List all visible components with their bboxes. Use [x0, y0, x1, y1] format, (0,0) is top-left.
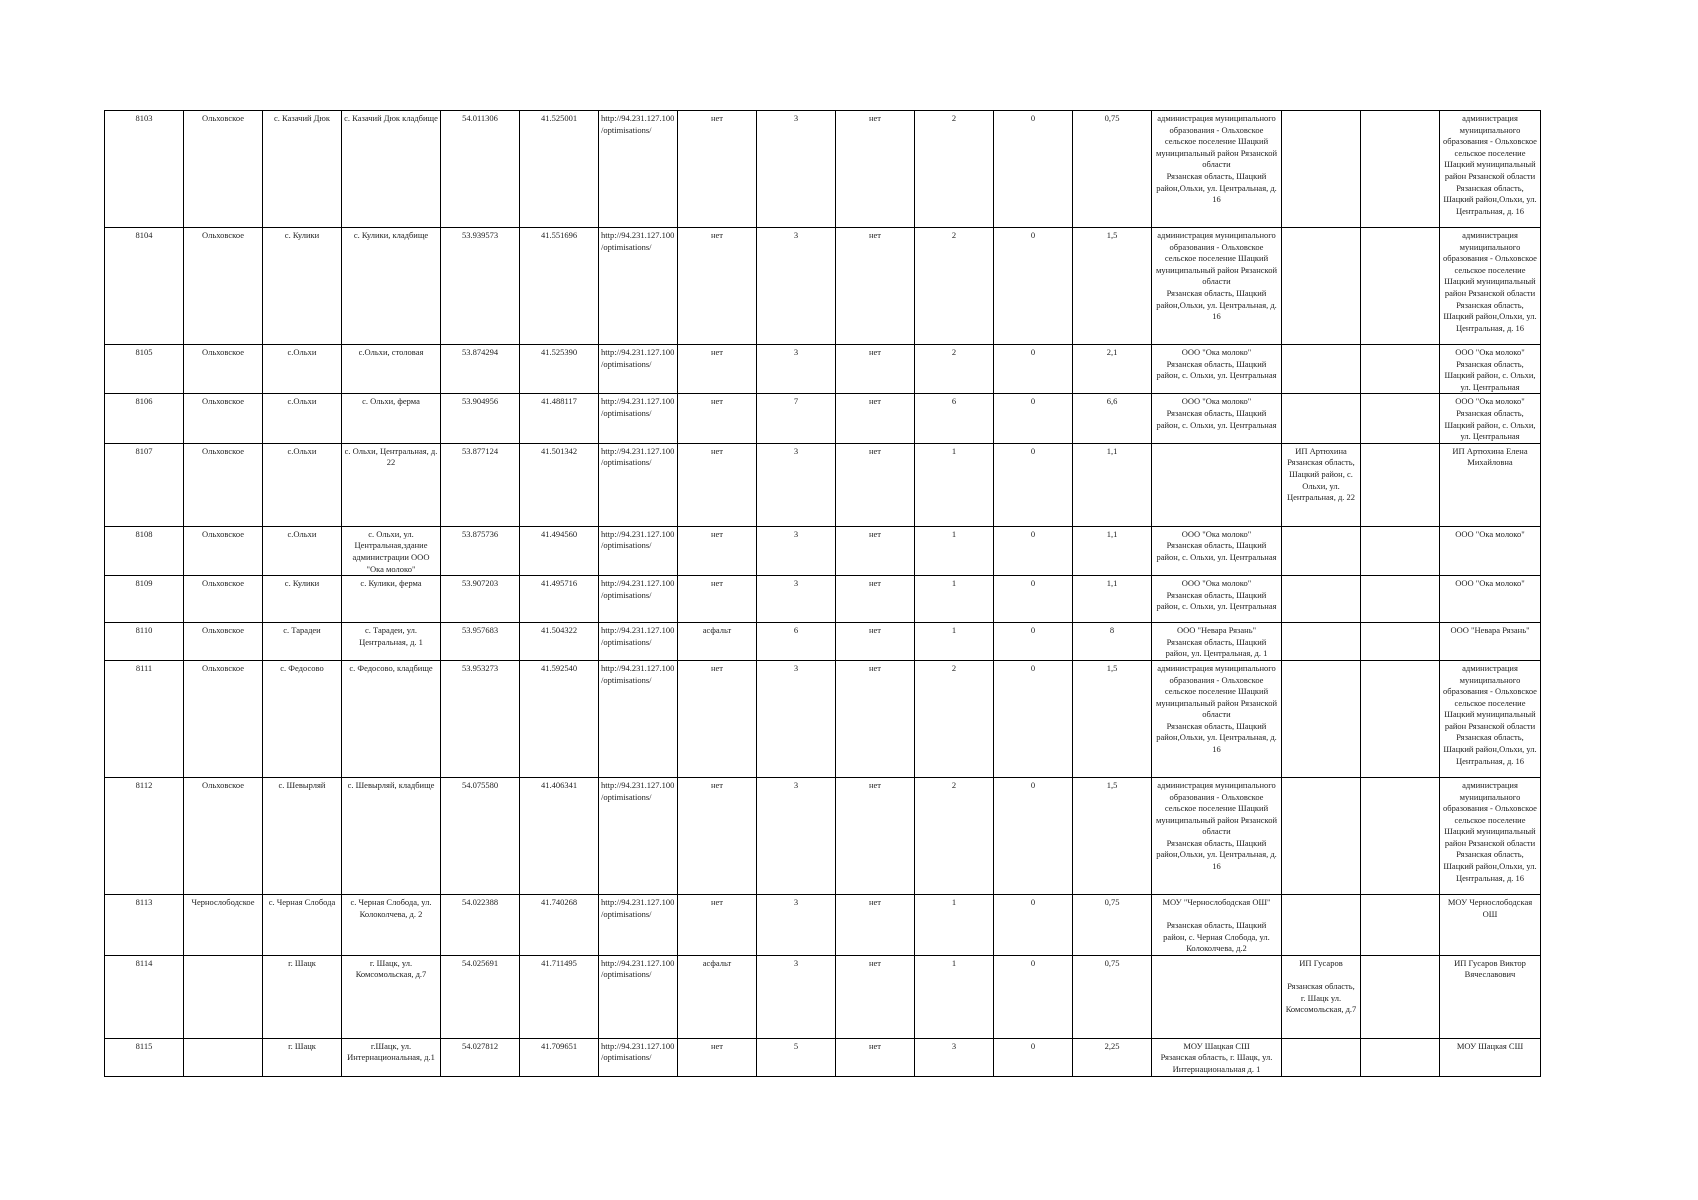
id-cell: 8108 [105, 526, 184, 575]
count-2-cell: 0 [994, 111, 1073, 228]
shed-cell: нет [836, 623, 915, 661]
shed-cell: нет [836, 394, 915, 443]
containers-cell: 7 [757, 394, 836, 443]
id-cell: 8109 [105, 576, 184, 623]
address-cell: с. Кулики, ферма [342, 576, 441, 623]
count-1-cell: 2 [915, 228, 994, 345]
count-2-cell: 0 [994, 394, 1073, 443]
count-1-cell: 6 [915, 394, 994, 443]
surface-cell: нет [678, 576, 757, 623]
blank-cell [1361, 443, 1440, 526]
address-cell: с. Черная Слобода, ул. Колоколчева, д. 2 [342, 894, 441, 955]
id-cell: 8104 [105, 228, 184, 345]
table-row [105, 228, 1541, 345]
address-cell: с. Ольхи, Центральная, д. 22 [342, 443, 441, 526]
count-2-cell: 0 [994, 345, 1073, 394]
locality-cell: с. Федосово [263, 660, 342, 777]
blank-cell [1361, 1038, 1440, 1076]
owner-ip-cell [1282, 777, 1361, 894]
source-cell: администрация муниципального образования - Ольховское сельское поселение Шацкий муниципальный район Рязанской области Рязанская область, Шацкий район,Ольхи, ул. Центральная, д. 16 [1440, 228, 1541, 345]
surface-cell: нет [678, 345, 757, 394]
volume-cell: 1,1 [1073, 576, 1152, 623]
owner-org-cell: администрация муниципального образования - Ольховское сельское поселение Шацкий муниципальный район Рязанской области Рязанская область, Шацкий район,Ольхи, ул. Центральная, д. 16 [1152, 111, 1282, 228]
owner-org-cell: администрация муниципального образования - Ольховское сельское поселение Шацкий муниципальный район Рязанской области Рязанская область, Шацкий район,Ольхи, ул. Центральная, д. 16 [1152, 660, 1282, 777]
id-cell: 8112 [105, 777, 184, 894]
url-cell: http://94.231.127.100/optimisations/ [599, 345, 678, 394]
source-cell: администрация муниципального образования - Ольховское сельское поселение Шацкий муниципальный район Рязанской области Рязанская область, Шацкий район,Ольхи, ул. Центральная, д. 16 [1440, 777, 1541, 894]
blank-cell [1361, 777, 1440, 894]
owner-org-cell [1152, 955, 1282, 1038]
owner-ip-cell [1282, 1038, 1361, 1076]
settlement-cell: Ольховское [184, 111, 263, 228]
table-row [105, 526, 1541, 575]
longitude-cell: 41.406341 [520, 777, 599, 894]
locality-cell: г. Шацк [263, 955, 342, 1038]
containers-cell: 3 [757, 443, 836, 526]
id-cell: 8111 [105, 660, 184, 777]
address-cell: с. Кулики, кладбище [342, 228, 441, 345]
url-cell: http://94.231.127.100/optimisations/ [599, 443, 678, 526]
source-cell: МОУ Чернослободская ОШ [1440, 894, 1541, 955]
url-cell: http://94.231.127.100/optimisations/ [599, 1038, 678, 1076]
longitude-cell: 41.494560 [520, 526, 599, 575]
id-cell: 8103 [105, 111, 184, 228]
count-2-cell: 0 [994, 443, 1073, 526]
containers-cell: 3 [757, 576, 836, 623]
longitude-cell: 41.525001 [520, 111, 599, 228]
latitude-cell: 53.875736 [441, 526, 520, 575]
table-row [105, 394, 1541, 443]
count-1-cell: 2 [915, 660, 994, 777]
owner-org-cell: администрация муниципального образования - Ольховское сельское поселение Шацкий муниципальный район Рязанской области Рязанская область, Шацкий район,Ольхи, ул. Центральная, д. 16 [1152, 228, 1282, 345]
owner-ip-cell [1282, 345, 1361, 394]
owner-org-cell: МОУ "Чернослободская ОШ" Рязанская область, Шацкий район, с. Черная Слобода, ул. Колоколчева, д.2 [1152, 894, 1282, 955]
count-1-cell: 2 [915, 345, 994, 394]
table-row [105, 894, 1541, 955]
source-cell: ООО "Ока молоко" [1440, 576, 1541, 623]
count-2-cell: 0 [994, 623, 1073, 661]
locality-cell: с. Тарадеи [263, 623, 342, 661]
shed-cell: нет [836, 955, 915, 1038]
table-row [105, 1038, 1541, 1076]
owner-ip-cell: ИП Гусаров Рязанская область, г. Шацк ул. Комсомольская, д.7 [1282, 955, 1361, 1038]
latitude-cell: 54.025691 [441, 955, 520, 1038]
count-1-cell: 1 [915, 894, 994, 955]
source-cell: ООО "Ока молоко" Рязанская область, Шацкий район, с. Ольхи, ул. Центральная [1440, 394, 1541, 443]
latitude-cell: 53.877124 [441, 443, 520, 526]
owner-org-cell [1152, 443, 1282, 526]
blank-cell [1361, 955, 1440, 1038]
containers-cell: 3 [757, 777, 836, 894]
count-2-cell: 0 [994, 894, 1073, 955]
settlement-cell [184, 955, 263, 1038]
id-cell: 8107 [105, 443, 184, 526]
table-body [105, 111, 1541, 1077]
longitude-cell: 41.488117 [520, 394, 599, 443]
blank-cell [1361, 228, 1440, 345]
blank-cell [1361, 526, 1440, 575]
blank-cell [1361, 894, 1440, 955]
longitude-cell: 41.501342 [520, 443, 599, 526]
count-2-cell: 0 [994, 777, 1073, 894]
url-cell: http://94.231.127.100/optimisations/ [599, 111, 678, 228]
locality-cell: с. Шевырляй [263, 777, 342, 894]
volume-cell: 1,5 [1073, 660, 1152, 777]
locality-cell: с. Черная Слобода [263, 894, 342, 955]
address-cell: с. Ольхи, ул. Центральная,здание администрации ООО "Ока молоко" [342, 526, 441, 575]
count-2-cell: 0 [994, 576, 1073, 623]
table-row [105, 443, 1541, 526]
source-cell: МОУ Шацкая СШ [1440, 1038, 1541, 1076]
surface-cell: нет [678, 228, 757, 345]
count-1-cell: 1 [915, 623, 994, 661]
longitude-cell: 41.525390 [520, 345, 599, 394]
address-cell: с. Казачий Дюк кладбище [342, 111, 441, 228]
surface-cell: нет [678, 660, 757, 777]
surface-cell: нет [678, 111, 757, 228]
surface-cell: нет [678, 394, 757, 443]
blank-cell [1361, 111, 1440, 228]
latitude-cell: 54.022388 [441, 894, 520, 955]
id-cell: 8113 [105, 894, 184, 955]
surface-cell: нет [678, 1038, 757, 1076]
owner-ip-cell [1282, 526, 1361, 575]
table-row [105, 623, 1541, 661]
id-cell: 8106 [105, 394, 184, 443]
containers-cell: 5 [757, 1038, 836, 1076]
longitude-cell: 41.504322 [520, 623, 599, 661]
id-cell: 8110 [105, 623, 184, 661]
surface-cell: асфальт [678, 955, 757, 1038]
owner-ip-cell [1282, 394, 1361, 443]
owner-org-cell: МОУ Шацкая СШ Рязанская область, г. Шацк, ул. Интернациональная д. 1 [1152, 1038, 1282, 1076]
url-cell: http://94.231.127.100/optimisations/ [599, 955, 678, 1038]
table-row [105, 576, 1541, 623]
longitude-cell: 41.592540 [520, 660, 599, 777]
count-2-cell: 0 [994, 228, 1073, 345]
owner-org-cell: администрация муниципального образования - Ольховское сельское поселение Шацкий муниципальный район Рязанской области Рязанская область, Шацкий район,Ольхи, ул. Центральная, д. 16 [1152, 777, 1282, 894]
source-cell: ООО "Невара Рязань" [1440, 623, 1541, 661]
surface-cell: асфальт [678, 623, 757, 661]
latitude-cell: 53.953273 [441, 660, 520, 777]
settlement-cell: Ольховское [184, 345, 263, 394]
owner-ip-cell [1282, 623, 1361, 661]
latitude-cell: 54.075580 [441, 777, 520, 894]
address-cell: г. Шацк, ул. Комсомольская, д.7 [342, 955, 441, 1038]
count-1-cell: 2 [915, 777, 994, 894]
source-cell: администрация муниципального образования - Ольховское сельское поселение Шацкий муниципальный район Рязанской области Рязанская область, Шацкий район,Ольхи, ул. Центральная, д. 16 [1440, 660, 1541, 777]
settlement-cell: Ольховское [184, 443, 263, 526]
owner-ip-cell [1282, 111, 1361, 228]
volume-cell: 1,5 [1073, 228, 1152, 345]
latitude-cell: 53.939573 [441, 228, 520, 345]
surface-cell: нет [678, 777, 757, 894]
shed-cell: нет [836, 345, 915, 394]
volume-cell: 2,1 [1073, 345, 1152, 394]
source-cell: ООО "Ока молоко" [1440, 526, 1541, 575]
locality-cell: с.Ольхи [263, 345, 342, 394]
blank-cell [1361, 394, 1440, 443]
owner-ip-cell [1282, 660, 1361, 777]
latitude-cell: 53.904956 [441, 394, 520, 443]
table-row [105, 777, 1541, 894]
volume-cell: 1,5 [1073, 777, 1152, 894]
latitude-cell: 53.907203 [441, 576, 520, 623]
count-2-cell: 0 [994, 1038, 1073, 1076]
surface-cell: нет [678, 526, 757, 575]
url-cell: http://94.231.127.100/optimisations/ [599, 894, 678, 955]
registry-table [104, 110, 1541, 1077]
containers-cell: 3 [757, 894, 836, 955]
settlement-cell: Ольховское [184, 526, 263, 575]
containers-cell: 3 [757, 345, 836, 394]
locality-cell: с.Ольхи [263, 443, 342, 526]
shed-cell: нет [836, 777, 915, 894]
latitude-cell: 53.874294 [441, 345, 520, 394]
url-cell: http://94.231.127.100/optimisations/ [599, 576, 678, 623]
blank-cell [1361, 660, 1440, 777]
owner-ip-cell: ИП Артюхина Рязанская область, Шацкий район, с. Ольхи, ул. Центральная, д. 22 [1282, 443, 1361, 526]
owner-org-cell: ООО "Ока молоко" Рязанская область, Шацкий район, с. Ольхи, ул. Центральная [1152, 526, 1282, 575]
source-cell: ИП Гусаров Виктор Вячеславович [1440, 955, 1541, 1038]
count-1-cell: 3 [915, 1038, 994, 1076]
count-1-cell: 2 [915, 111, 994, 228]
id-cell: 8115 [105, 1038, 184, 1076]
owner-org-cell: ООО "Невара Рязань" Рязанская область, Шацкий район, ул. Центральная, д. 1 [1152, 623, 1282, 661]
table-row [105, 660, 1541, 777]
latitude-cell: 54.027812 [441, 1038, 520, 1076]
volume-cell: 0,75 [1073, 894, 1152, 955]
settlement-cell: Ольховское [184, 777, 263, 894]
volume-cell: 0,75 [1073, 111, 1152, 228]
locality-cell: с.Ольхи [263, 526, 342, 575]
settlement-cell: Чернослободское [184, 894, 263, 955]
volume-cell: 1,1 [1073, 526, 1152, 575]
count-2-cell: 0 [994, 660, 1073, 777]
containers-cell: 3 [757, 228, 836, 345]
surface-cell: нет [678, 894, 757, 955]
owner-org-cell: ООО "Ока молоко" Рязанская область, Шацкий район, с. Ольхи, ул. Центральная [1152, 345, 1282, 394]
volume-cell: 2,25 [1073, 1038, 1152, 1076]
address-cell: с.Ольхи, столовая [342, 345, 441, 394]
settlement-cell: Ольховское [184, 660, 263, 777]
address-cell: г.Шацк, ул. Интернациональная, д.1 [342, 1038, 441, 1076]
url-cell: http://94.231.127.100/optimisations/ [599, 526, 678, 575]
surface-cell: нет [678, 443, 757, 526]
owner-org-cell: ООО "Ока молоко" Рязанская область, Шацкий район, с. Ольхи, ул. Центральная [1152, 394, 1282, 443]
containers-cell: 3 [757, 955, 836, 1038]
id-cell: 8114 [105, 955, 184, 1038]
containers-cell: 3 [757, 660, 836, 777]
longitude-cell: 41.740268 [520, 894, 599, 955]
shed-cell: нет [836, 1038, 915, 1076]
blank-cell [1361, 623, 1440, 661]
containers-cell: 3 [757, 526, 836, 575]
shed-cell: нет [836, 576, 915, 623]
url-cell: http://94.231.127.100/optimisations/ [599, 394, 678, 443]
latitude-cell: 53.957683 [441, 623, 520, 661]
latitude-cell: 54.011306 [441, 111, 520, 228]
longitude-cell: 41.551696 [520, 228, 599, 345]
longitude-cell: 41.711495 [520, 955, 599, 1038]
url-cell: http://94.231.127.100/optimisations/ [599, 777, 678, 894]
owner-ip-cell [1282, 228, 1361, 345]
count-1-cell: 1 [915, 576, 994, 623]
table-row [105, 345, 1541, 394]
shed-cell: нет [836, 111, 915, 228]
settlement-cell: Ольховское [184, 576, 263, 623]
shed-cell: нет [836, 526, 915, 575]
url-cell: http://94.231.127.100/optimisations/ [599, 228, 678, 345]
shed-cell: нет [836, 894, 915, 955]
shed-cell: нет [836, 228, 915, 345]
source-cell: ИП Артюхина Елена Михайловна [1440, 443, 1541, 526]
owner-ip-cell [1282, 894, 1361, 955]
url-cell: http://94.231.127.100/optimisations/ [599, 623, 678, 661]
address-cell: с. Тарадеи, ул. Центральная, д. 1 [342, 623, 441, 661]
id-cell: 8105 [105, 345, 184, 394]
address-cell: с. Федосово, кладбище [342, 660, 441, 777]
settlement-cell: Ольховское [184, 394, 263, 443]
owner-org-cell: ООО "Ока молоко" Рязанская область, Шацкий район, с. Ольхи, ул. Центральная [1152, 576, 1282, 623]
volume-cell: 1,1 [1073, 443, 1152, 526]
volume-cell: 0,75 [1073, 955, 1152, 1038]
locality-cell: с.Ольхи [263, 394, 342, 443]
address-cell: с. Ольхи, ферма [342, 394, 441, 443]
owner-ip-cell [1282, 576, 1361, 623]
settlement-cell: Ольховское [184, 228, 263, 345]
settlement-cell: Ольховское [184, 623, 263, 661]
locality-cell: с. Кулики [263, 576, 342, 623]
locality-cell: с. Кулики [263, 228, 342, 345]
settlement-cell [184, 1038, 263, 1076]
longitude-cell: 41.495716 [520, 576, 599, 623]
blank-cell [1361, 345, 1440, 394]
source-cell: администрация муниципального образования - Ольховское сельское поселение Шацкий муниципальный район Рязанской области Рязанская область, Шацкий район,Ольхи, ул. Центральная, д. 16 [1440, 111, 1541, 228]
source-cell: ООО "Ока молоко" Рязанская область, Шацкий район, с. Ольхи, ул. Центральная [1440, 345, 1541, 394]
blank-cell [1361, 576, 1440, 623]
url-cell: http://94.231.127.100/optimisations/ [599, 660, 678, 777]
longitude-cell: 41.709651 [520, 1038, 599, 1076]
volume-cell: 6,6 [1073, 394, 1152, 443]
count-2-cell: 0 [994, 526, 1073, 575]
locality-cell: с. Казачий Дюк [263, 111, 342, 228]
shed-cell: нет [836, 660, 915, 777]
containers-cell: 3 [757, 111, 836, 228]
address-cell: с. Шевырляй, кладбище [342, 777, 441, 894]
table-row [105, 955, 1541, 1038]
volume-cell: 8 [1073, 623, 1152, 661]
count-1-cell: 1 [915, 955, 994, 1038]
containers-cell: 6 [757, 623, 836, 661]
table-row [105, 111, 1541, 228]
count-2-cell: 0 [994, 955, 1073, 1038]
count-1-cell: 1 [915, 526, 994, 575]
shed-cell: нет [836, 443, 915, 526]
count-1-cell: 1 [915, 443, 994, 526]
locality-cell: г. Шацк [263, 1038, 342, 1076]
